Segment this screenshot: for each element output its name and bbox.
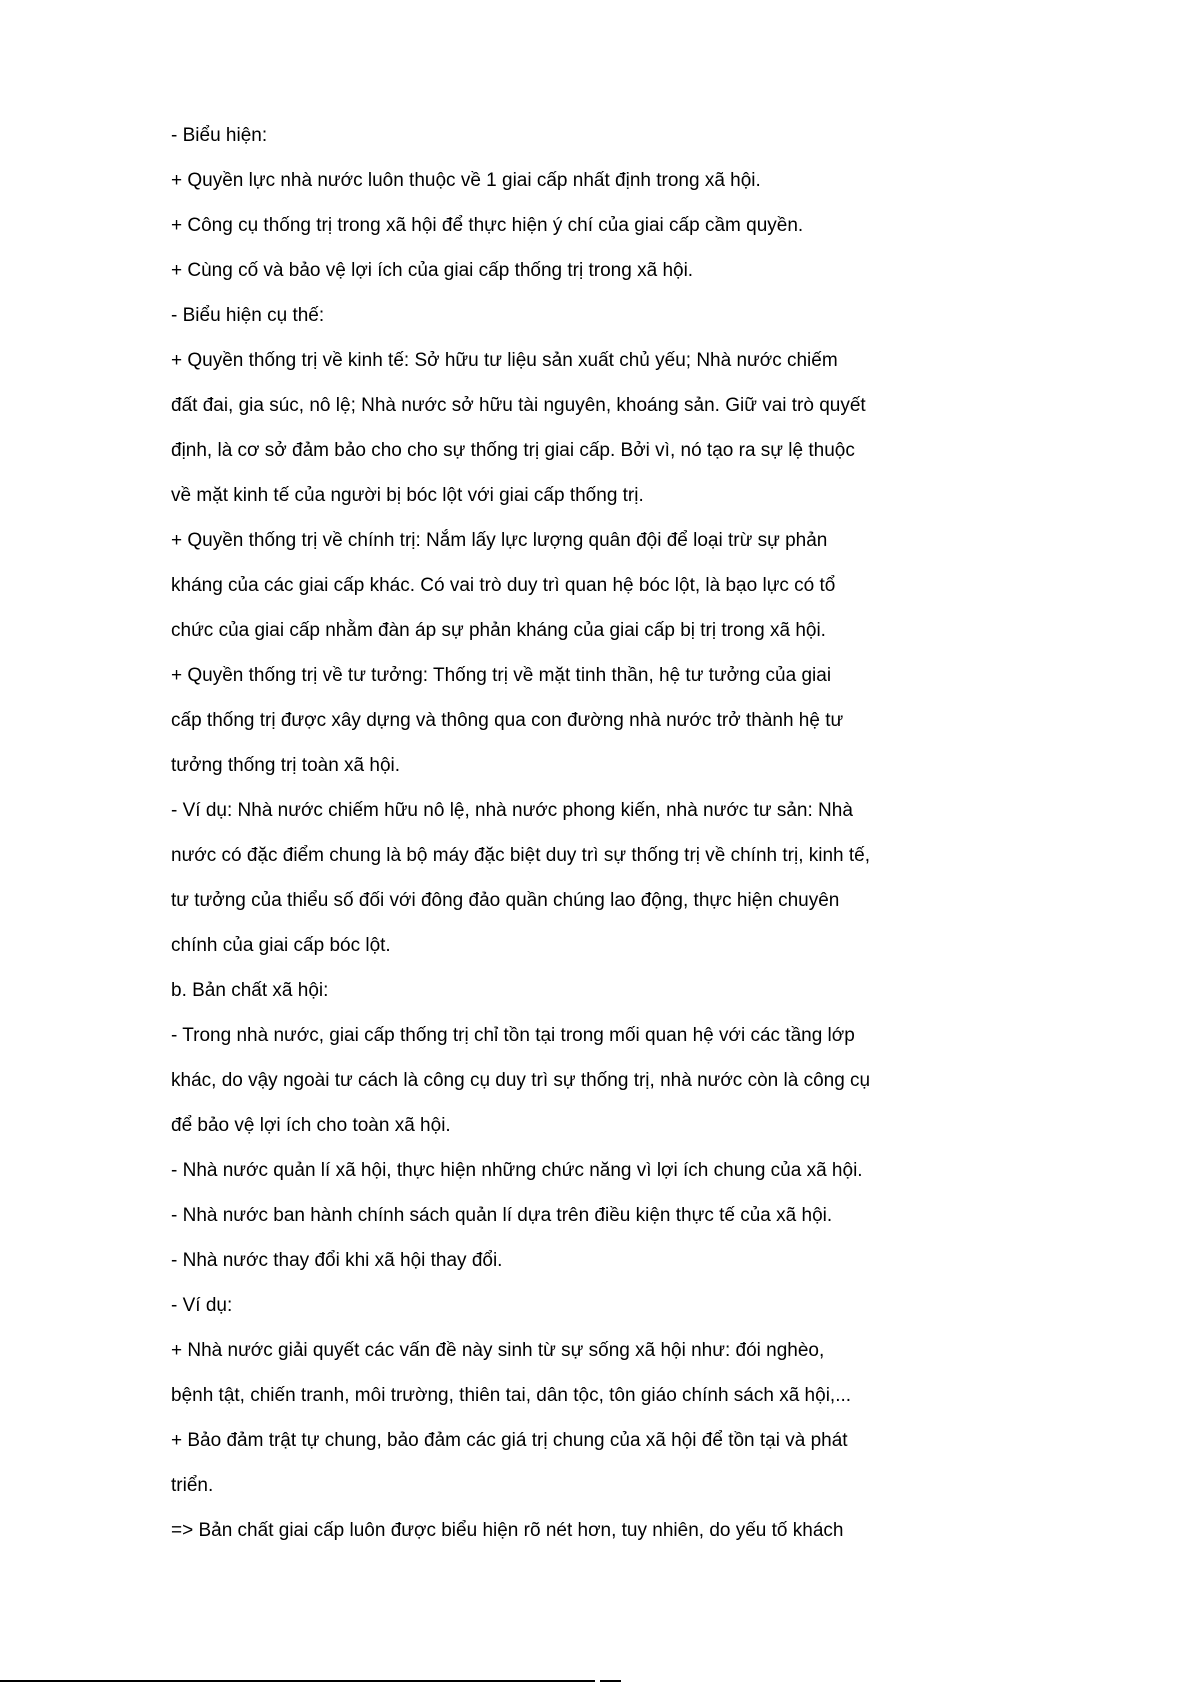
footer-divider-tail [600,1680,621,1682]
text-line: triển. [171,1475,214,1496]
text-line: + Cùng cố và bảo vệ lợi ích của giai cấp thống trị trong xã hội. [171,260,694,281]
text-line: - Trong nhà nước, giai cấp thống trị chỉ tồn tại trong mối quan hệ với các tầng lớp [171,1025,855,1046]
text-line: + Nhà nước giải quyết các vấn đề này sinh từ sự sống xã hội như: đói nghèo, [171,1340,825,1361]
text-line: + Quyền thống trị về kinh tế: Sở hữu tư liệu sản xuất chủ yếu; Nhà nước chiếm [171,350,838,371]
section-heading: b. Bản chất xã hội: [171,980,329,1001]
text-line: kháng của các giai cấp khác. Có vai trò duy trì quan hệ bóc lột, là bạo lực có tổ [171,575,836,596]
footer-divider [0,1680,595,1682]
text-line: - Biểu hiện: [171,125,268,146]
text-line: - Nhà nước thay đổi khi xã hội thay đổi. [171,1250,503,1271]
text-line: tưởng thống trị toàn xã hội. [171,755,401,776]
text-line: chính của giai cấp bóc lột. [171,935,391,956]
text-line: + Quyền thống trị về tư tưởng: Thống trị về mặt tinh thần, hệ tư tưởng của giai [171,665,832,686]
text-line: khác, do vậy ngoài tư cách là công cụ duy trì sự thống trị, nhà nước còn là công cụ [171,1070,871,1091]
text-line: đất đai, gia súc, nô lệ; Nhà nước sở hữu tài nguyên, khoáng sản. Giữ vai trò quyết [171,395,866,416]
text-line: + Bảo đảm trật tự chung, bảo đảm các giá trị chung của xã hội để tồn tại và phát [171,1430,848,1451]
text-line: => Bản chất giai cấp luôn được biểu hiện rõ nét hơn, tuy nhiên, do yếu tố khách [171,1520,844,1541]
document-body [171,113,931,1553]
text-line: định, là cơ sở đảm bảo cho cho sự thống trị giai cấp. Bởi vì, nó tạo ra sự lệ thuộc [171,440,855,461]
text-line: chức của giai cấp nhằm đàn áp sự phản kháng của giai cấp bị trị trong xã hội. [171,620,826,641]
text-line: cấp thống trị được xây dựng và thông qua con đường nhà nước trở thành hệ tư [171,710,844,731]
text-line: - Nhà nước quản lí xã hội, thực hiện những chức năng vì lợi ích chung của xã hội. [171,1160,863,1181]
text-line: + Quyền lực nhà nước luôn thuộc về 1 giai cấp nhất định trong xã hội. [171,170,761,191]
text-line: - Biểu hiện cụ thế: [171,305,325,326]
text-line: - Ví dụ: Nhà nước chiếm hữu nô lệ, nhà nước phong kiến, nhà nước tư sản: Nhà [171,800,853,821]
text-line: + Công cụ thống trị trong xã hội để thực hiện ý chí của giai cấp cầm quyền. [171,215,804,236]
text-line: - Nhà nước ban hành chính sách quản lí dựa trên điều kiện thực tế của xã hội. [171,1205,833,1226]
text-line: về mặt kinh tế của người bị bóc lột với giai cấp thống trị. [171,485,644,506]
text-line: - Ví dụ: [171,1295,233,1316]
text-line: để bảo vệ lợi ích cho toàn xã hội. [171,1115,451,1136]
text-line: tư tưởng của thiểu số đối với đông đảo quần chúng lao động, thực hiện chuyên [171,890,840,911]
text-line: nước có đặc điểm chung là bộ máy đặc biệt duy trì sự thống trị về chính trị, kinh tế, [171,845,871,866]
text-line: bệnh tật, chiến tranh, môi trường, thiên tai, dân tộc, tôn giáo chính sách xã hội,... [171,1385,852,1406]
text-line: + Quyền thống trị về chính trị: Nắm lấy lực lượng quân đội để loại trừ sự phản [171,530,828,551]
